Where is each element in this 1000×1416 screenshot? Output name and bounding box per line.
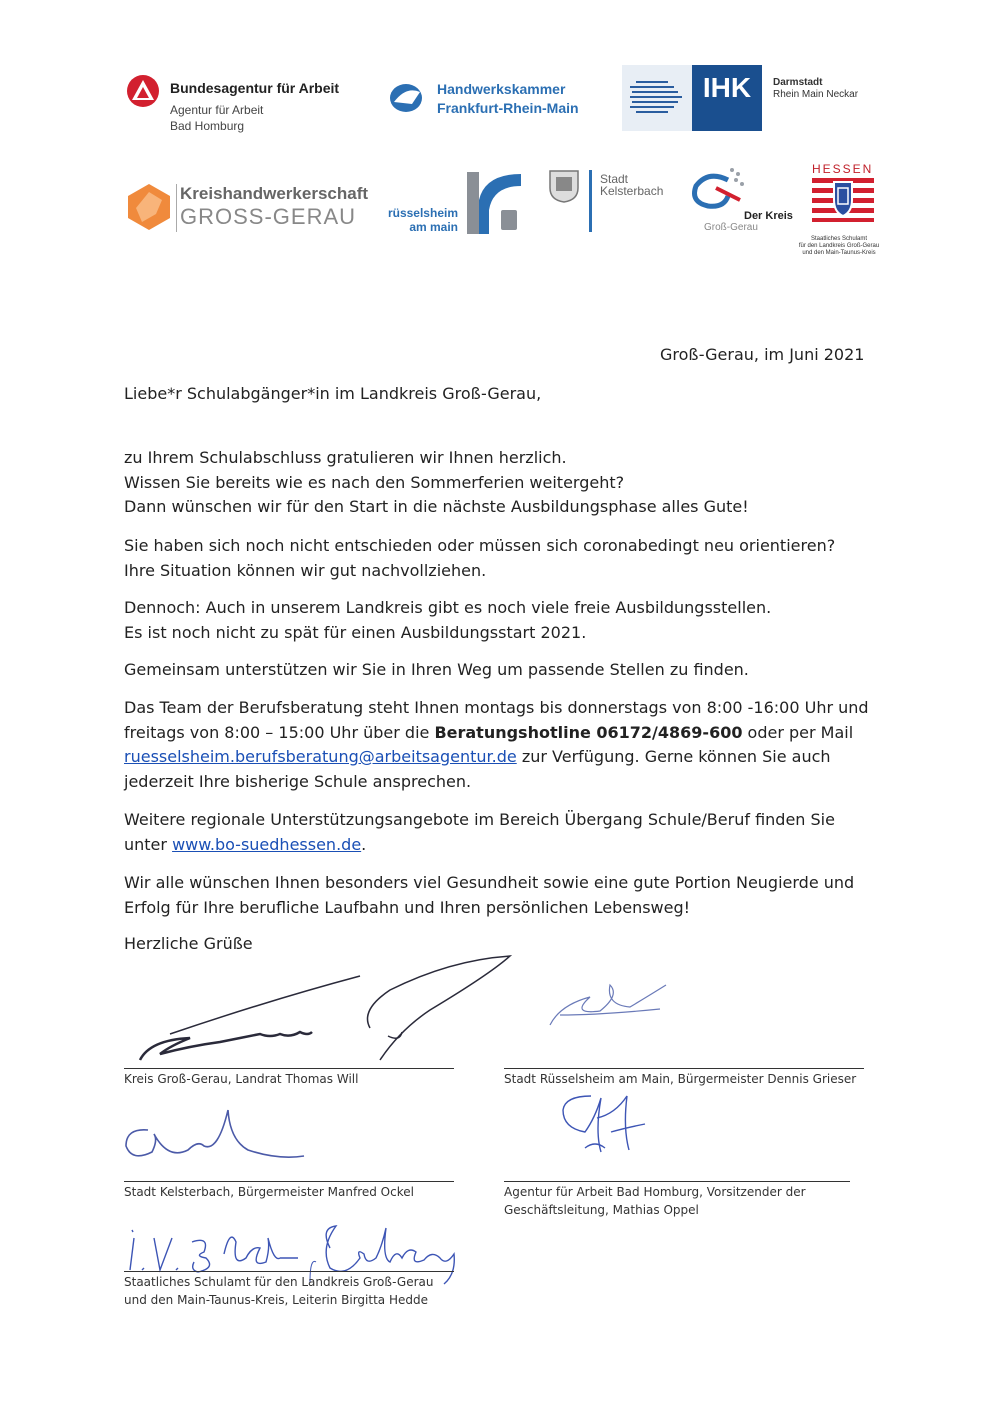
signature-line — [504, 1181, 850, 1182]
paragraph-line: Weitere regionale Unterstützungsangebote im Bereich Übergang Schule/Beruf finden Sie — [124, 810, 835, 829]
kelsterbach-crest-icon — [547, 168, 581, 204]
kreis-line-2: Groß-Gerau — [704, 222, 758, 233]
paragraph-support — [124, 658, 884, 683]
signature-line — [124, 1181, 454, 1182]
signature-oppel — [555, 1088, 655, 1160]
website-link[interactable]: www.bo-suedhessen.de — [172, 834, 362, 854]
ihk-logo — [622, 65, 882, 133]
contact-text: oder per Mail — [742, 722, 854, 742]
hessen-line-3: und den Main-Taunus-Kreis — [802, 250, 876, 256]
signature-line — [124, 1271, 454, 1272]
signature-caption: und den Main-Taunus-Kreis, Leiterin Birgitta Hedde — [124, 1293, 428, 1307]
regional-text: unter — [124, 834, 173, 854]
paragraph-line: Erfolg für Ihre berufliche Laufbahn und Ihren persönlichen Lebensweg! — [124, 897, 691, 917]
khs-line-2: GROSS-GERAU — [180, 204, 357, 229]
paragraph-line: Dennoch: Auch in unserem Landkreis gibt es noch viele freie Ausbildungsstellen. — [124, 598, 772, 617]
signature-ockel — [118, 1100, 318, 1170]
ihk-line-2: Rhein Main Neckar — [773, 89, 859, 100]
hessen-line-1: Staatliches Schulamt — [810, 236, 868, 242]
kreis-line-1: Der Kreis — [744, 210, 793, 222]
letter-salutation: Liebe*r Schulabgänger*in im Landkreis Groß-Gerau, — [124, 384, 542, 403]
signature-caption: Geschäftsleitung, Mathias Oppel — [504, 1203, 699, 1217]
signature-line — [124, 1068, 454, 1069]
ba-logo-icon — [126, 74, 162, 108]
signature-line — [504, 1068, 864, 1069]
letter-date: Groß-Gerau, im Juni 2021 — [660, 345, 865, 364]
hwk-logo-icon — [388, 82, 424, 114]
khs-divider — [176, 184, 177, 232]
paragraph-situation — [124, 534, 884, 583]
contact-text: zur Verfügung. Gerne können Sie auch — [516, 747, 831, 766]
kelsterbach-divider — [589, 170, 592, 232]
paragraph-line: Gemeinsam unterstützen wir Sie in Ihren Weg um passende Stellen zu finden. — [124, 660, 749, 679]
paragraph-regional — [124, 808, 884, 857]
hessen-line-2: für den Landkreis Groß-Gerau — [798, 243, 880, 249]
hessen-logo — [784, 162, 894, 266]
ba-sub-1: Agentur für Arbeit — [170, 103, 264, 117]
hwk-logo — [388, 78, 613, 122]
paragraph-congrats — [124, 446, 884, 520]
logo-header — [0, 0, 1000, 280]
kelsterbach-line-1: Stadt — [600, 172, 629, 186]
paragraph-line — [124, 721, 884, 746]
signature-caption: Stadt Rüsselsheim am Main, Bürgermeister Dennis Grieser — [504, 1072, 857, 1086]
hwk-line-2: Frankfurt-Rhein-Main — [437, 100, 579, 116]
ruesselsheim-logo — [370, 170, 525, 236]
hotline-number: Beratungshotline 06172/4869-600 — [434, 722, 743, 742]
kreis-logo — [688, 160, 798, 236]
hessen-label: HESSEN — [812, 162, 874, 176]
paragraph-line: Wir alle wünschen Ihnen besonders viel Gesundheit sowie eine gute Portion Neugierde und — [124, 873, 855, 892]
kreis-swirl-icon — [688, 166, 748, 216]
paragraph-contact — [124, 696, 884, 794]
hessen-flag-icon — [812, 178, 874, 222]
paragraph-line: Ihre Situation können wir gut nachvollziehen. — [124, 560, 487, 580]
ihk-mark: IHK — [692, 65, 762, 131]
khs-line-1: Kreishandwerkerschaft — [180, 184, 369, 203]
ba-name: Bundesagentur für Arbeit — [170, 80, 340, 96]
paragraph-line: jederzeit Ihre bisherige Schule ansprechen. — [124, 771, 472, 791]
email-link[interactable]: ruesselsheim.berufsberatung@arbeitsagentur.de — [124, 747, 517, 766]
signature-caption: Agentur für Arbeit Bad Homburg, Vorsitzender der — [504, 1185, 806, 1199]
paragraph-line: Dann wünschen wir für den Start in die nächste Ausbildungsphase alles Gute! — [124, 497, 749, 516]
khs-logo — [126, 178, 369, 238]
paragraph-line: Sie haben sich noch nicht entschieden oder müssen sich coronabedingt neu orientieren? — [124, 536, 836, 555]
khs-hexagon-icon — [126, 182, 172, 232]
paragraph-line: Das Team der Berufsberatung steht Ihnen montags bis donnerstags von 8:00 -16:00 Uhr und — [124, 698, 869, 717]
contact-text: freitags von 8:00 – 15:00 Uhr über die — [124, 722, 435, 742]
paragraph-line — [124, 833, 884, 858]
ruesselsheim-line-1: rüsselsheim — [387, 206, 458, 220]
ba-sub-2: Bad Homburg — [170, 119, 245, 133]
signature-grieser — [540, 975, 680, 1035]
regional-text: . — [361, 834, 367, 854]
kelsterbach-logo — [545, 168, 685, 234]
ruesselsheim-line-2: am main — [409, 220, 458, 234]
letter-closing: Herzliche Grüße — [124, 934, 253, 953]
signature-caption: Stadt Kelsterbach, Bürgermeister Manfred Ockel — [124, 1185, 414, 1199]
kelsterbach-line-2: Kelsterbach — [600, 184, 664, 198]
ba-logo — [126, 72, 376, 134]
ihk-line-1: Darmstadt — [773, 77, 823, 88]
signature-caption: Staatliches Schulamt für den Landkreis Groß-Gerau — [124, 1275, 434, 1289]
ihk-arrows-icon — [622, 65, 692, 131]
paragraph-line: Wissen Sie bereits wie es nach den Sommerferien weitergeht? — [124, 472, 625, 492]
paragraph-line — [124, 745, 884, 770]
hwk-line-1: Handwerkskammer — [437, 81, 566, 97]
paragraph-wishes — [124, 871, 884, 920]
ihk-graphic-panel — [622, 65, 692, 131]
signature-caption: Kreis Groß-Gerau, Landrat Thomas Will — [124, 1072, 359, 1086]
paragraph-nevertheless — [124, 596, 884, 645]
signature-will — [130, 950, 530, 1070]
paragraph-line: Es ist noch nicht zu spät für einen Ausbildungsstart 2021. — [124, 622, 587, 642]
ruesselsheim-r-icon — [465, 170, 525, 236]
paragraph-line: zu Ihrem Schulabschluss gratulieren wir Ihnen herzlich. — [124, 448, 567, 467]
